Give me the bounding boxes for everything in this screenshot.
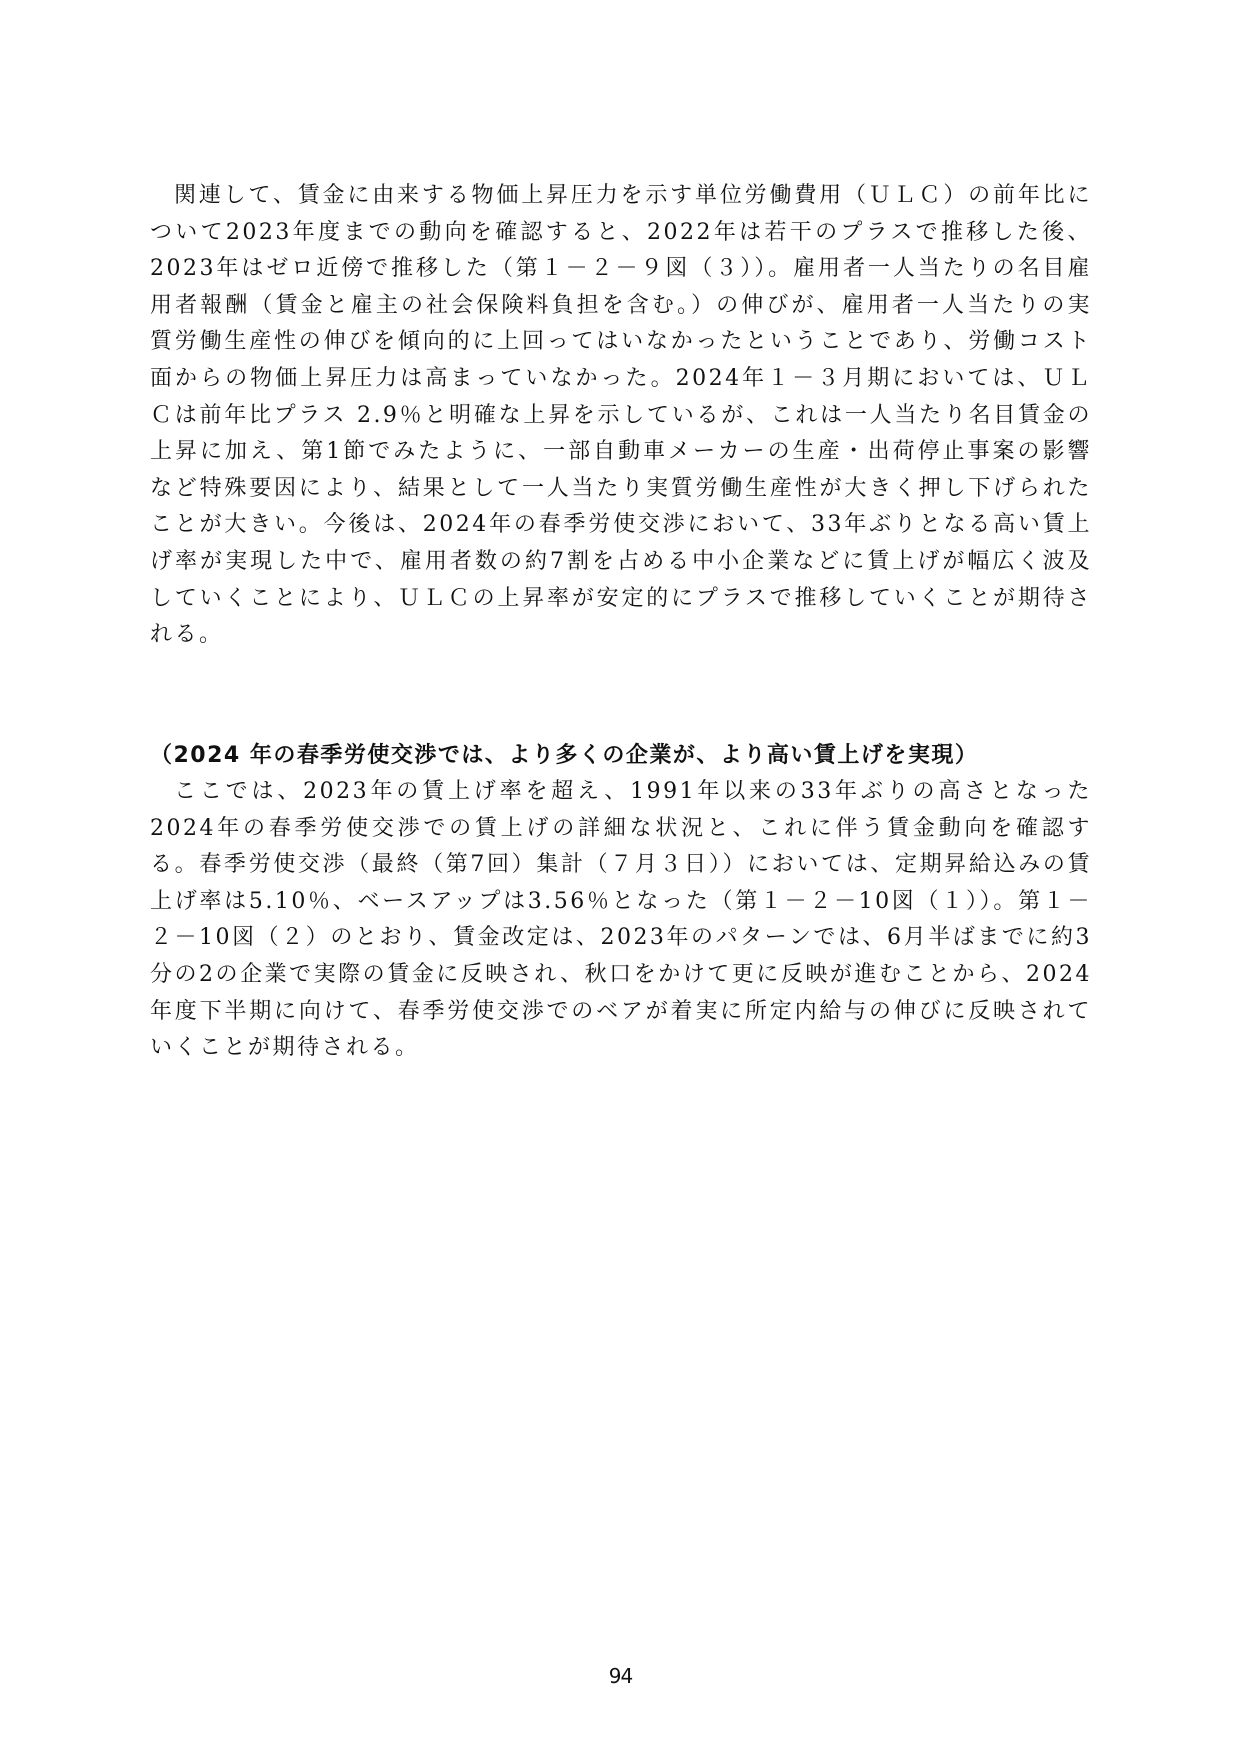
- page-number: 94: [608, 1664, 633, 1688]
- paragraph-ulc-trend: 関連して、賃金に由来する物価上昇圧力を示す単位労働費用（ＵＬＣ）の前年比について2023年度までの動向を確認すると、2022年は若干のプラスで推移した後、2023年はゼロ近傍で推移した（第１－２－９図（３））。雇用者一人当たりの名目雇用者報酬（賃金と雇主の社会保険料負担を含む。）の伸びが、雇用者一人当たりの実質労働生産性の伸びを傾向的に上回ってはいなかったということであり、労働コスト面からの物価上昇圧力は高まっていなかった。2024年１－３月期においては、ＵＬＣは前年比プラス 2.9％と明確な上昇を示しているが、これは一人当たり名目賃金の上昇に加え、第1節でみたように、一部自動車メーカーの生産・出荷停止事案の影響など特殊要因により、結果として一人当たり実質労働生産性が大きく押し下げられたことが大きい。今後は、2024年の春季労使交渉において、33年ぶりとなる高い賃上げ率が実現した中で、雇用者数の約7割を占める中小企業などに賃上げが幅広く波及していくことにより、ＵＬＣの上昇率が安定的にプラスで推移していくことが期待される。: [150, 183, 1092, 648]
- section-heading-wage-negotiation: （2024 年の春季労使交渉では、より多くの企業が、より高い賃上げを実現）: [150, 743, 979, 768]
- paragraph-wage-negotiation-details: ここでは、2023年の賃上げ率を超え、1991年以来の33年ぶりの高さとなった2024年の春季労使交渉での賃上げの詳細な状況と、これに伴う賃金動向を確認する。春季労使交渉（最終（第7回）集計（７月３日））においては、定期昇給込みの賃上げ率は5.10％、ベースアップは3.56％となった（第１－２－10図（１））。第１－２－10図（２）のとおり、賃金改定は、2023年のパターンでは、6月半ばまでに約3分の2の企業で実際の賃金に反映され、秋口をかけて更に反映が進むことから、2024年度下半期に向けて、春季労使交渉でのベアが着実に所定内給与の伸びに反映されていくことが期待される。: [150, 779, 1093, 1061]
